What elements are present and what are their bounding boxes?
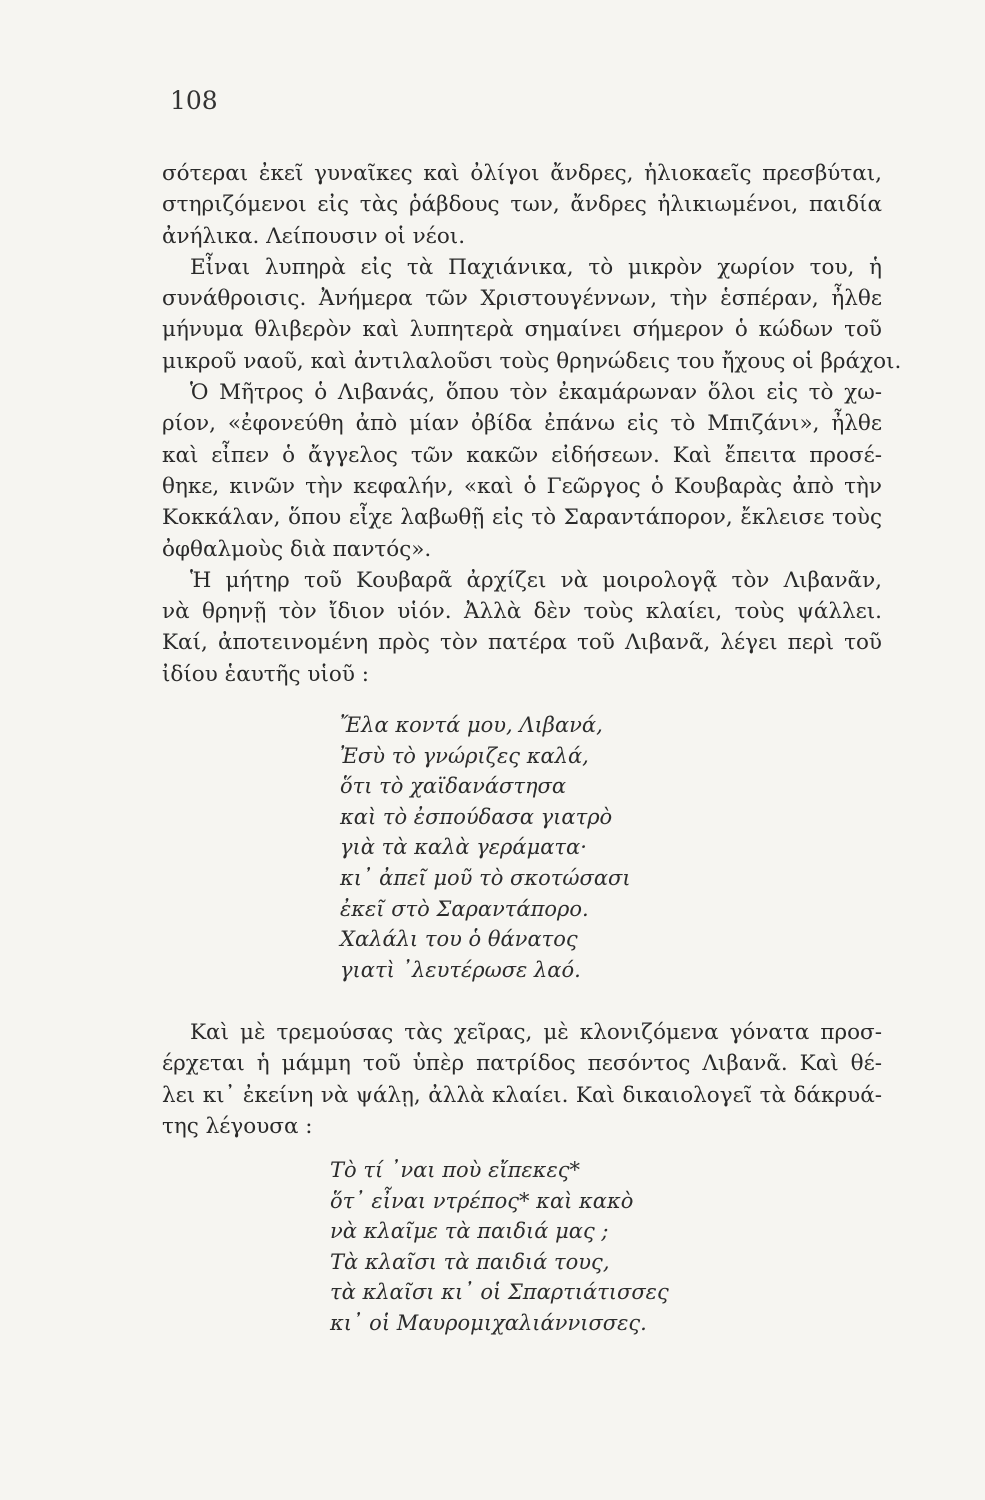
text-line: καὶ εἶπεν ὁ ἄγγελος τῶν κακῶν εἰδήσεων. Καὶ ἔπειτα προσέ- [162,442,882,468]
text-line: Κοκκάλαν, ὅπου εἶχε λαβωθῇ εἰς τὸ Σαραντάπορον, ἔκλεισε τοὺς [162,505,882,531]
poem-lament [340,710,631,985]
text-line: συνάθροισις. Ἀνήμερα τῶν Χριστουγέννων, τὴν ἑσπέραν, ἦλθε [162,286,882,312]
text-line: λει κι᾽ ἐκείνη νὰ ψάλῃ, ἀλλὰ κλαίει. Καὶ δικαιολογεῖ τὰ δάκρυά- [162,1082,882,1108]
verse-line: Τὰ κλαῖσι τὰ παιδιά τους, [330,1249,610,1274]
main-text [162,158,902,690]
verse-line: ἐκεῖ στὸ Σαραντάπορο. [340,896,589,921]
verse-line: ὅτ᾽ εἶναι ντρέπος* καὶ κακὸ [330,1188,634,1213]
text-line: σότεραι ἐκεῖ γυναῖκες καὶ ὀλίγοι ἄνδρες, ἡλιοκαεῖς πρεσβύται, [162,161,882,186]
text-line: μικροῦ ναοῦ, καὶ ἀντιλαλοῦσι τοὺς θρηνώδεις του ἤχους οἱ βράχοι. [162,348,902,374]
verse-line: Ἐσὺ τὸ γνώριζες καλά, [340,743,589,768]
text-line: Ἡ μήτηρ τοῦ Κουβαρᾶ ἀρχίζει νὰ μοιρολογᾷ τὸν Λιβανᾶν, [190,567,882,593]
text-line: Ὁ Μῆτρος ὁ Λιβανάς, ὅπου τὸν ἐκαμάρωναν ὅλοι εἰς τὸ χω- [190,380,882,406]
text-line: Καί, ἀποτεινομένη πρὸς τὸν πατέρα τοῦ Λιβανᾶ, λέγει περὶ τοῦ [162,630,882,656]
text-line: μήνυμα θλιβερὸν καὶ λυπητερὰ σημαίνει σήμερον ὁ κώδων τοῦ [162,317,882,343]
verse-line: ὅτι τὸ χαϊδανάστησα [340,774,567,799]
text-line: στηριζόμενοι εἰς τὰς ῥάβδους των, ἄνδρες ἠλικιωμένοι, παιδία [162,192,882,218]
verse-line: κι᾽ ἀπεῖ μοῦ τὸ σκοτώσασι [340,865,631,890]
verse-line: νὰ κλαῖμε τὰ παιδιά μας ; [330,1219,609,1244]
text-line: Καὶ μὲ τρεμούσας τὰς χεῖρας, μὲ κλονιζόμενα γόνατα προσ- [190,1020,882,1045]
text-line: έρχεται ἡ μάμμη τοῦ ὑπὲρ πατρίδος πεσόντος Λιβανᾶ. Καὶ θέ- [162,1051,882,1077]
text-line: νὰ θρηνῇ τὸν ἴδιον υἱόν. Ἀλλὰ δὲν τοὺς κλαίει, τοὺς ψάλλει. [162,599,882,625]
text-line: ἰδίου ἑαυτῆς υἱοῦ : [162,661,370,687]
poem-grandmother [330,1155,669,1339]
verse-line: καὶ τὸ ἐσπούδασα γιατρὸ [340,804,613,829]
verse-line: Ἔλα κοντά μου, Λιβανά, [340,713,603,737]
verse-line: κι᾽ οἱ Μαυρομιχαλιάννισσες. [330,1310,647,1335]
text-line: ρίον, «ἐφονεύθη ἀπὸ μίαν ὀβίδα ἐπάνω εἰς τὸ Μπιζάνι», ἦλθε [162,411,882,437]
verse-line: Χαλάλι του ὁ θάνατος [340,927,578,952]
page-number: 108 [170,86,218,115]
closing-text [162,1017,882,1142]
text-line: της λέγουσα : [162,1113,313,1139]
verse-line: γιὰ τὰ καλὰ γεράματα· [340,835,587,860]
text-line: ὀφθαλμοὺς διὰ παντός». [162,536,432,562]
text-line: θηκε, κινῶν τὴν κεφαλήν, «καὶ ὁ Γεῶργος ὁ Κουβαρὰς ἀπὸ τὴν [162,473,882,499]
verse-line: τὰ κλαῖσι κι᾽ οἱ Σπαρτιάτισσες [330,1280,669,1305]
text-line: ἀνήλικα. Λείπουσιν οἱ νέοι. [162,223,466,249]
text-line: Εἶναι λυπηρὰ εἰς τὰ Παχιάνικα, τὸ μικρὸν χωρίον του, ἡ [190,254,882,280]
verse-line: γιατὶ ᾽λευτέρωσε λαό. [340,957,581,982]
verse-line: Τὸ τί ᾽ναι ποὺ εἴπεκες* [330,1158,580,1182]
